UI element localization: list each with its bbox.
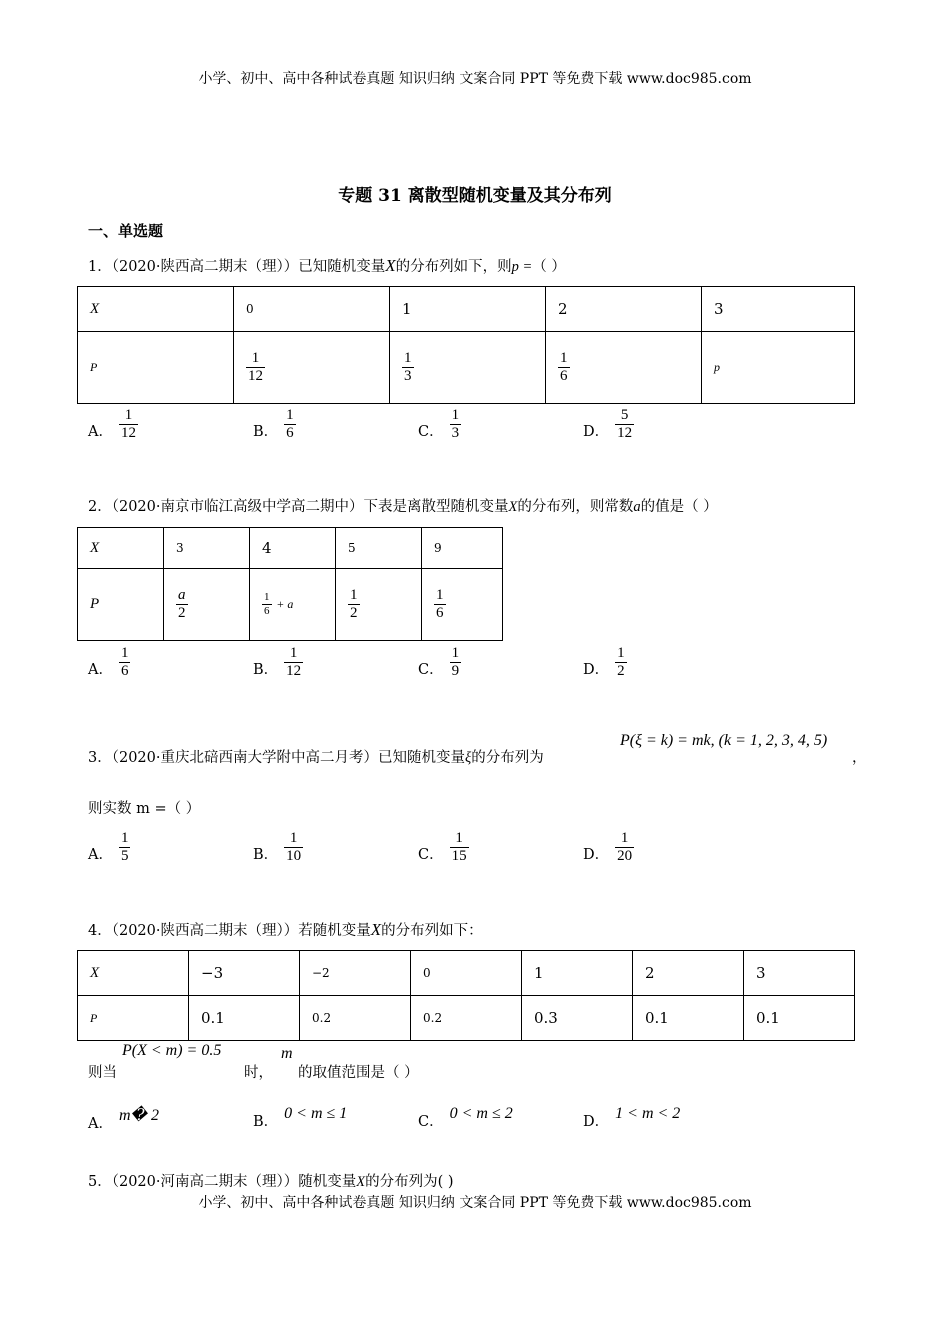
frac-num: 1 xyxy=(286,407,294,423)
frac-num: 1 xyxy=(264,591,270,604)
q1-p-label: P xyxy=(78,332,234,404)
q4-cond-mid: 时， xyxy=(244,1065,273,1081)
q1-x-2: 2 xyxy=(546,287,702,332)
option-label: D． xyxy=(583,661,610,678)
frac-num: 1 xyxy=(560,349,568,366)
q1-p-2 xyxy=(546,332,702,404)
question-3-stem xyxy=(88,746,544,767)
frac-den: 20 xyxy=(617,848,633,865)
q1-option-c[interactable] xyxy=(418,407,461,443)
option-label: A． xyxy=(88,1116,113,1132)
q4-cond-var: m xyxy=(281,1045,293,1062)
q2-var2: a xyxy=(633,499,641,515)
q2-option-b[interactable] xyxy=(253,645,303,681)
q4-option-c[interactable] xyxy=(418,1105,513,1130)
option-label: C． xyxy=(418,1114,444,1130)
q1-distribution-table xyxy=(77,286,855,404)
q2-x-2: 5 xyxy=(336,528,422,569)
page-header: 小学、初中、高中各种试卷真题 知识归纳 文案合同 PPT 等免费下载 www.doc985.com xyxy=(198,71,752,87)
q1-option-a[interactable] xyxy=(88,407,138,443)
option-label: C． xyxy=(418,846,444,863)
q2-prefix: 2．（2020·南京市临江高级中学高二期中）下表是离散型随机变量 xyxy=(88,499,509,515)
q2-suffix: 的值是（ ） xyxy=(640,499,718,515)
q5-var: X xyxy=(356,1174,366,1190)
frac-num: 1 xyxy=(451,645,460,661)
q1-mid: 的分布列如下，则 xyxy=(395,259,512,275)
q1-x-0: 0 xyxy=(234,287,390,332)
question-2-stem xyxy=(88,495,718,516)
frac-den: 6 xyxy=(120,663,129,680)
frac-num: 1 xyxy=(120,830,129,846)
q4-x-4: 2 xyxy=(633,951,744,996)
frac-num: a xyxy=(178,586,186,603)
frac-den: 6 xyxy=(560,368,568,384)
frac-num: 1 xyxy=(404,349,412,366)
q1-x-label: X xyxy=(78,287,234,332)
frac-num: 1 xyxy=(436,586,444,603)
q3-formula: P(ξ = k) = mk, (k = 1, 2, 3, 4, 5) xyxy=(620,732,828,749)
frac-num: 1 xyxy=(120,645,129,661)
frac-den: 9 xyxy=(451,663,460,680)
q4-prefix: 4．（2020·陕西高二期末（理））若随机变量 xyxy=(88,923,371,939)
q4-distribution-table xyxy=(77,950,855,1041)
option-label: D． xyxy=(583,1114,610,1130)
frac-num: 1 xyxy=(289,830,298,846)
q1-var: X xyxy=(385,256,396,275)
frac-den: 6 xyxy=(286,425,294,442)
q2-option-a[interactable] xyxy=(88,645,130,681)
frac-den: 3 xyxy=(404,368,412,384)
frac-den: 12 xyxy=(248,368,263,384)
table-row xyxy=(78,332,855,404)
q3-line2: 则实数 m =（ ） xyxy=(88,801,201,817)
q4-option-d[interactable] xyxy=(583,1105,681,1130)
q4-option-b[interactable] xyxy=(253,1105,348,1130)
option-label: A． xyxy=(88,423,113,440)
option-expr: m� 2 xyxy=(118,1107,159,1124)
q5-suffix: 的分布列为( ) xyxy=(365,1174,454,1190)
q2-x-3: 9 xyxy=(422,528,503,569)
q3-option-b[interactable] xyxy=(253,830,303,866)
frac-num: 1 xyxy=(289,645,298,661)
table-row xyxy=(78,996,855,1041)
table-row xyxy=(78,287,855,332)
q4-cond-suffix: 的取值范围是（ ） xyxy=(298,1065,419,1081)
frac-den: 2 xyxy=(178,605,186,621)
q2-mid: 的分布列，则常数 xyxy=(517,499,634,515)
q2-p-2 xyxy=(336,569,422,641)
q2-option-c[interactable] xyxy=(418,645,461,681)
q2-option-d[interactable] xyxy=(583,645,627,681)
question-4-stem xyxy=(88,919,483,940)
q1-expr: p = xyxy=(511,259,533,275)
option-label: D． xyxy=(583,846,610,863)
option-label: A． xyxy=(88,846,113,863)
frac-num: 1 xyxy=(251,349,260,366)
q4-x-3: 1 xyxy=(522,951,633,996)
q4-option-a[interactable] xyxy=(88,1105,159,1132)
frac-num: 1 xyxy=(350,586,358,603)
q4-p-2: 0.2 xyxy=(411,996,522,1041)
q4-x-0: −3 xyxy=(189,951,300,996)
option-label: A． xyxy=(88,661,113,678)
frac-plus: + a xyxy=(276,597,294,612)
q3-option-d[interactable] xyxy=(583,830,634,866)
q4-p-1: 0.2 xyxy=(300,996,411,1041)
option-expr: 1 < m < 2 xyxy=(615,1105,681,1122)
option-label: C． xyxy=(418,423,444,440)
section-heading: 一、单选题 xyxy=(88,222,164,240)
q3-option-c[interactable] xyxy=(418,830,469,866)
frac-den: 3 xyxy=(451,425,460,442)
frac-num: 1 xyxy=(617,645,625,661)
page-footer: 小学、初中、高中各种试卷真题 知识归纳 文案合同 PPT 等免费下载 www.doc985.com xyxy=(198,1195,752,1211)
q4-p-0: 0.1 xyxy=(189,996,300,1041)
q3-mid: 的分布列为 xyxy=(471,750,544,766)
q1-x-3: 3 xyxy=(702,287,855,332)
frac-den: 6 xyxy=(264,605,270,617)
q4-cond-formula: P(X < m) = 0.5 xyxy=(122,1042,222,1059)
frac-num: 1 xyxy=(455,830,463,846)
q1-prefix: 1．（2020·陕西高二期末（理））已知随机变量 xyxy=(88,259,386,275)
option-label: B． xyxy=(253,846,279,863)
q4-x-label: X xyxy=(78,951,189,996)
frac-den: 5 xyxy=(120,848,129,865)
table-row xyxy=(78,951,855,996)
frac-num: 1 xyxy=(451,407,460,423)
option-label: B． xyxy=(253,1114,279,1130)
q4-suffix: 的分布列如下： xyxy=(381,923,483,939)
frac-den: 12 xyxy=(286,663,302,680)
q4-x-5: 3 xyxy=(744,951,855,996)
q4-p-label: P xyxy=(78,996,189,1041)
q1-option-d[interactable] xyxy=(583,407,634,443)
q2-x-label: X xyxy=(78,528,164,569)
table-row xyxy=(78,569,503,641)
q1-suffix: （ ） xyxy=(532,259,566,275)
q4-p-5: 0.1 xyxy=(744,996,855,1041)
q2-p-3 xyxy=(422,569,503,641)
option-label: C． xyxy=(418,661,444,678)
q3-comma: ， xyxy=(852,750,867,766)
q1-p-1 xyxy=(390,332,546,404)
q2-p-label: P xyxy=(78,569,164,641)
q4-x-1: −2 xyxy=(300,951,411,996)
q3-prefix: 3．（2020·重庆北碚西南大学附中高二月考）已知随机变量 xyxy=(88,750,465,766)
frac-num: 5 xyxy=(620,407,629,423)
frac-den: 2 xyxy=(617,663,625,680)
q1-p-3: p xyxy=(702,332,855,404)
q4-x-2: 0 xyxy=(411,951,522,996)
option-label: B． xyxy=(253,661,279,678)
option-expr: 0 < m ≤ 1 xyxy=(284,1105,348,1122)
q4-p-4: 0.1 xyxy=(633,996,744,1041)
frac-den: 12 xyxy=(120,425,136,442)
frac-num: 1 xyxy=(124,407,133,423)
question-1-stem xyxy=(88,255,566,276)
question-5-stem xyxy=(88,1170,454,1191)
q2-x-0: 3 xyxy=(164,528,250,569)
q2-p-1 xyxy=(250,569,336,641)
document-title: 专题 31 离散型随机变量及其分布列 xyxy=(338,186,612,206)
frac-num: 1 xyxy=(620,830,629,846)
option-expr: 0 < m ≤ 2 xyxy=(449,1105,513,1122)
frac-den: 2 xyxy=(350,605,358,621)
q4-cond-prefix: 则当 xyxy=(88,1065,117,1081)
q2-x-1: 4 xyxy=(250,528,336,569)
q1-option-b[interactable] xyxy=(253,407,296,443)
q3-var: ξ xyxy=(464,750,472,766)
q5-prefix: 5．（2020·河南高二期末（理））随机变量 xyxy=(88,1174,357,1190)
frac-den: 6 xyxy=(436,605,444,621)
q4-p-3: 0.3 xyxy=(522,996,633,1041)
q2-var: X xyxy=(508,499,518,515)
q1-p-0 xyxy=(234,332,390,404)
option-label: B． xyxy=(253,423,279,440)
q3-option-a[interactable] xyxy=(88,830,130,866)
frac-den: 12 xyxy=(617,425,633,442)
q2-distribution-table xyxy=(77,527,503,641)
q1-x-1: 1 xyxy=(390,287,546,332)
q2-p-0 xyxy=(164,569,250,641)
table-row xyxy=(78,528,503,569)
option-label: D． xyxy=(583,423,610,440)
q4-var: X xyxy=(370,920,382,939)
frac-den: 15 xyxy=(451,848,467,865)
frac-den: 10 xyxy=(286,848,302,865)
